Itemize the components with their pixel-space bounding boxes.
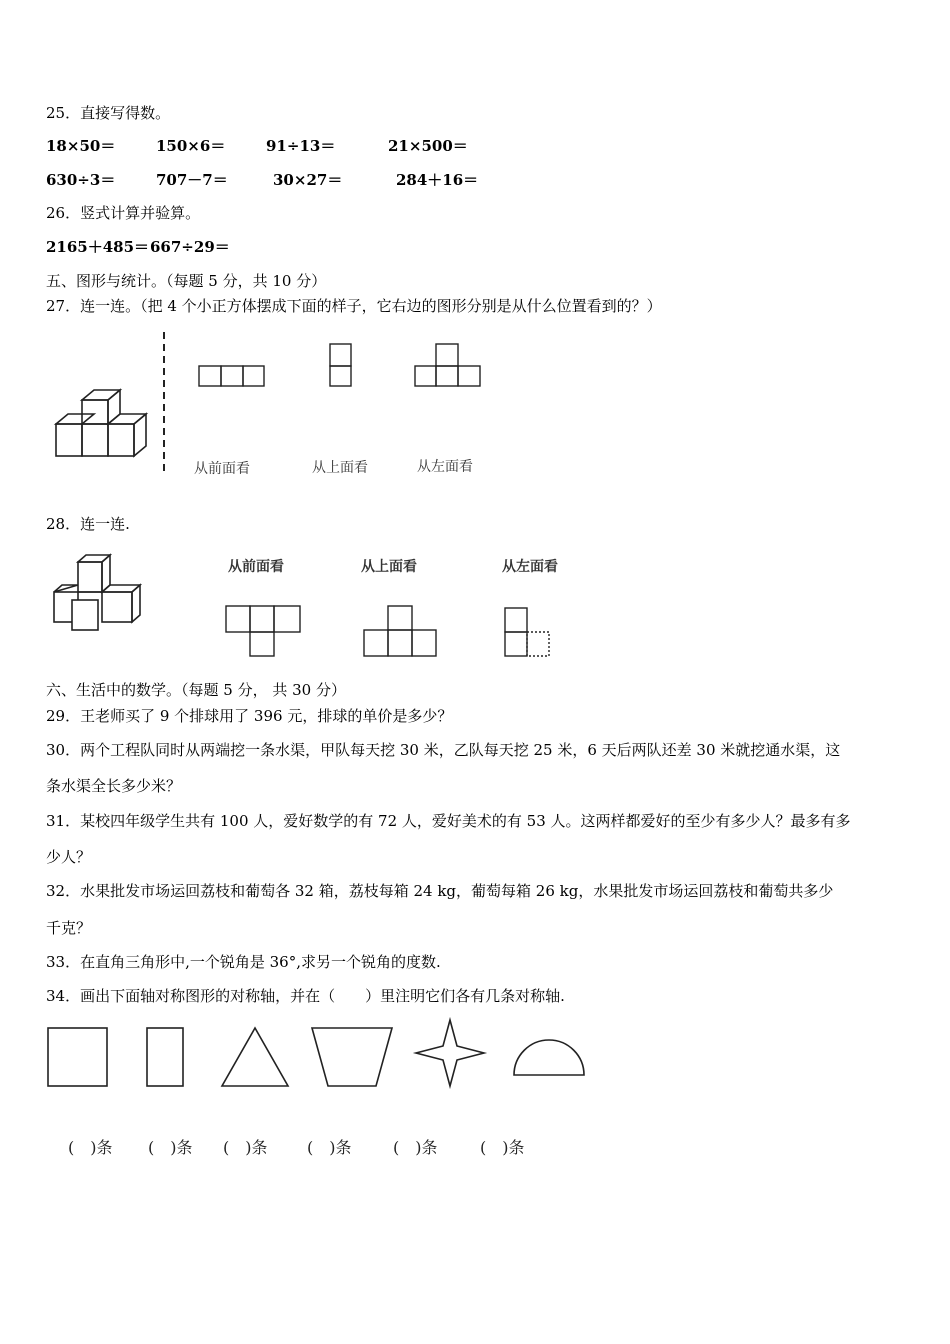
q26-item-1: 2165＋485＝ <box>46 238 150 256</box>
front-view-t-shape <box>226 606 300 656</box>
q34-text: 34．画出下面轴对称图形的对称轴，并在（ ）里注明它们各有几条对称轴. <box>46 987 565 1005</box>
q25-item-5: 630÷3＝ <box>46 171 116 189</box>
q27-caption-left: 从左面看 <box>417 459 473 475</box>
q34-blank-4[interactable]: ( )条 <box>307 1138 352 1157</box>
q28-figure <box>48 550 568 662</box>
q27-caption-front: 从前面看 <box>194 461 250 477</box>
cube-stack-drawing <box>56 390 146 456</box>
trapezoid-shape <box>312 1028 392 1086</box>
q26-item-2: 667÷29＝ <box>150 238 230 256</box>
q25-item-3: 91÷13＝ <box>266 137 336 155</box>
q32-text-line1: 32．水果批发市场运回荔枝和葡萄各 32 箱，荔枝每箱 24 kg，葡萄每箱 26 kg，水果批发市场运回荔枝和葡萄共多少 <box>46 882 834 900</box>
q25-item-8: 284＋16＝ <box>396 171 479 189</box>
section6-title: 六、生活中的数学。（每题 5 分， 共 30 分） <box>46 681 346 699</box>
q34-blank-5[interactable]: ( )条 <box>393 1138 438 1157</box>
q25-item-7: 30×27＝ <box>273 171 343 189</box>
q27-title: 27．连一连。（把 4 个小正方体摆成下面的样子，它右边的图形分别是从什么位置看到的？） <box>46 297 662 315</box>
q34-blank-6[interactable]: ( )条 <box>480 1138 525 1157</box>
left-view-shape <box>415 344 480 386</box>
q28-caption-top: 从上面看 <box>361 559 417 575</box>
q31-text-line2: 少人？ <box>46 848 92 866</box>
q25-item-2: 150×6＝ <box>156 137 226 155</box>
front-view-shape <box>199 366 264 386</box>
triangle-shape <box>222 1028 288 1086</box>
q30-text-line2: 条水渠全长多少米？ <box>46 777 182 795</box>
q25-title: 25．直接写得数。 <box>46 104 171 122</box>
section5-title: 五、图形与统计。（每题 5 分，共 10 分） <box>46 272 327 290</box>
q25-item-6: 707－7＝ <box>156 171 228 189</box>
q27-caption-top: 从上面看 <box>312 460 368 476</box>
q34-blank-3[interactable]: ( )条 <box>223 1138 268 1157</box>
q28-title: 28．连一连. <box>46 515 130 533</box>
square-shape <box>48 1028 107 1086</box>
q26-title: 26．竖式计算并验算。 <box>46 204 201 222</box>
q34-blank-2[interactable]: ( )条 <box>148 1138 193 1157</box>
q34-shapes <box>40 1015 600 1095</box>
left-view-shape <box>505 608 549 656</box>
q28-caption-front: 从前面看 <box>228 559 284 575</box>
q28-caption-left: 从左面看 <box>502 559 558 575</box>
q30-text-line1: 30．两个工程队同时从两端挖一条水渠，甲队每天挖 30 米，乙队每天挖 25 米，6 天后两队还差 30 米就挖通水渠，这 <box>46 741 841 759</box>
q25-item-1: 18×50＝ <box>46 137 116 155</box>
rectangle-shape <box>147 1028 183 1086</box>
semicircle-shape <box>514 1040 584 1075</box>
q33-text: 33．在直角三角形中,一个锐角是 36°,求另一个锐角的度数. <box>46 953 441 971</box>
q34-blank-1[interactable]: ( )条 <box>68 1138 113 1157</box>
q31-text-line1: 31．某校四年级学生共有 100 人，爱好数学的有 72 人，爱好美术的有 53 人。这两样都爱好的至少有多少人？最多有多 <box>46 812 851 830</box>
q32-text-line2: 千克？ <box>46 919 92 937</box>
cube-cross-drawing <box>54 555 140 630</box>
star-shape <box>416 1020 484 1086</box>
top-view-shape <box>330 344 351 386</box>
top-view-shape <box>364 606 436 656</box>
q25-item-4: 21×500＝ <box>388 137 468 155</box>
q29-text: 29．王老师买了 9 个排球用了 396 元，排球的单价是多少？ <box>46 707 453 725</box>
